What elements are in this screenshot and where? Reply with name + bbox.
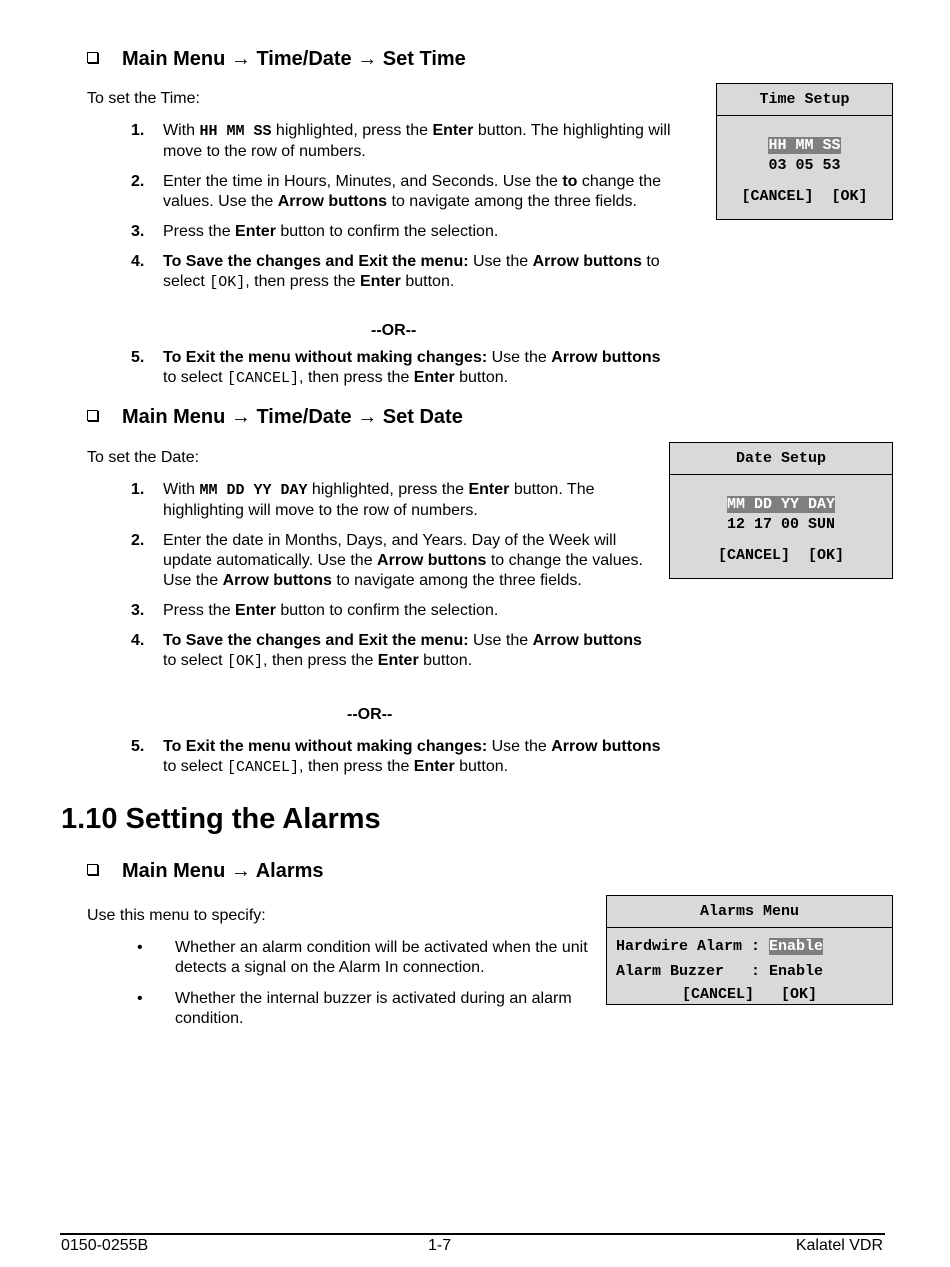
alarm-buzzer-label: Alarm Buzzer : — [616, 963, 761, 980]
ok-button[interactable]: [OK] — [831, 188, 868, 205]
checkbox-bullet-icon — [87, 410, 98, 421]
date-values: 12 17 00 SUN — [726, 516, 836, 533]
checkbox-bullet-icon — [87, 864, 98, 875]
list-item: 4. To Save the changes and Exit the menu: Use the Arrow buttons to select [OK], then press the Enter button. — [131, 632, 642, 670]
list-item: 3. Press the Enter button to confirm the selection. — [131, 602, 499, 619]
footer-rule — [60, 1233, 885, 1235]
set-time-steps-exit — [131, 348, 671, 399]
alarms-menu-panel — [606, 895, 893, 1005]
set-time-intro: To set the Time: — [87, 90, 200, 107]
set-time-steps — [131, 121, 703, 303]
panel-title: Time Setup — [717, 84, 892, 116]
footer-doc-number: 0150-0255B — [61, 1237, 149, 1254]
list-item: 3. Press the Enter button to confirm the selection. — [131, 223, 499, 240]
checkbox-bullet-icon — [87, 52, 98, 63]
chapter-title: 1.10 Setting the Alarms — [61, 803, 381, 835]
set-date-intro: To set the Date: — [87, 449, 200, 466]
list-item: 4. To Save the changes and Exit the menu: Use the Arrow buttons to select [OK], then press the Enter button. — [131, 253, 660, 291]
list-item: 1. With HH MM SS highlighted, press the Enter button. The highlighting will move to the row of numbers. — [131, 122, 671, 160]
bullet-icon: • — [137, 939, 143, 956]
bullet-icon: • — [137, 990, 143, 1007]
cancel-button[interactable]: [CANCEL] — [741, 188, 814, 205]
list-item: • Whether the internal buzzer is activated during an alarm condition. — [137, 990, 572, 1027]
alarms-heading: Main Menu → Alarms — [87, 860, 324, 883]
footer-page-number: 1-7 — [428, 1237, 452, 1254]
time-setup-panel — [716, 83, 893, 220]
ok-button[interactable]: [OK] — [781, 986, 818, 1003]
hardwire-alarm-row — [607, 934, 892, 959]
list-item: 5. To Exit the menu without making changes: Use the Arrow buttons to select [CANCEL], then press the Enter button. — [131, 349, 661, 387]
set-date-steps-exit — [131, 737, 671, 788]
hardwire-alarm-value[interactable]: Enable — [769, 938, 824, 955]
set-time-or: --OR-- — [371, 322, 417, 339]
set-date-steps — [131, 480, 655, 682]
set-date-heading: Main Menu → Time/Date → Set Date — [87, 406, 463, 429]
time-values: 03 05 53 — [768, 157, 841, 174]
hardwire-alarm-label: Hardwire Alarm : — [616, 938, 761, 955]
set-date-or: --OR-- — [347, 706, 393, 723]
list-item: • Whether an alarm condition will be activated when the unit detects a signal on the Alarm In connection. — [137, 939, 588, 976]
alarm-buzzer-row — [607, 959, 892, 984]
cancel-button[interactable]: [CANCEL] — [681, 986, 754, 1003]
alarms-bullets — [137, 938, 599, 1040]
list-item: 2. Enter the time in Hours, Minutes, and Seconds. Use the to change the values. Use the Arrow buttons to navigate among the three fields. — [131, 173, 662, 210]
panel-title: Alarms Menu — [607, 896, 892, 928]
date-fields-highlight: MM DD YY DAY — [726, 496, 836, 513]
ok-button[interactable]: [OK] — [808, 547, 845, 564]
set-time-heading: Main Menu → Time/Date → Set Time — [87, 48, 466, 71]
list-item: 1. With MM DD YY DAY highlighted, press the Enter button. The highlighting will move to the row of numbers. — [131, 481, 595, 519]
list-item: 5. To Exit the menu without making changes: Use the Arrow buttons to select [CANCEL], then press the Enter button. — [131, 738, 661, 776]
cancel-button[interactable]: [CANCEL] — [717, 547, 790, 564]
list-item: 2. Enter the date in Months, Days, and Years. Day of the Week will update automatically. Use the Arrow buttons to change the values. Use the Arrow buttons to navigate among the three fields. — [131, 532, 643, 589]
alarm-buzzer-value[interactable]: Enable — [769, 963, 824, 980]
alarms-intro: Use this menu to specify: — [87, 907, 266, 924]
footer-product: Kalatel VDR — [795, 1237, 883, 1254]
panel-title: Date Setup — [670, 443, 892, 475]
date-setup-panel — [669, 442, 893, 579]
time-fields-highlight: HH MM SS — [768, 137, 841, 154]
